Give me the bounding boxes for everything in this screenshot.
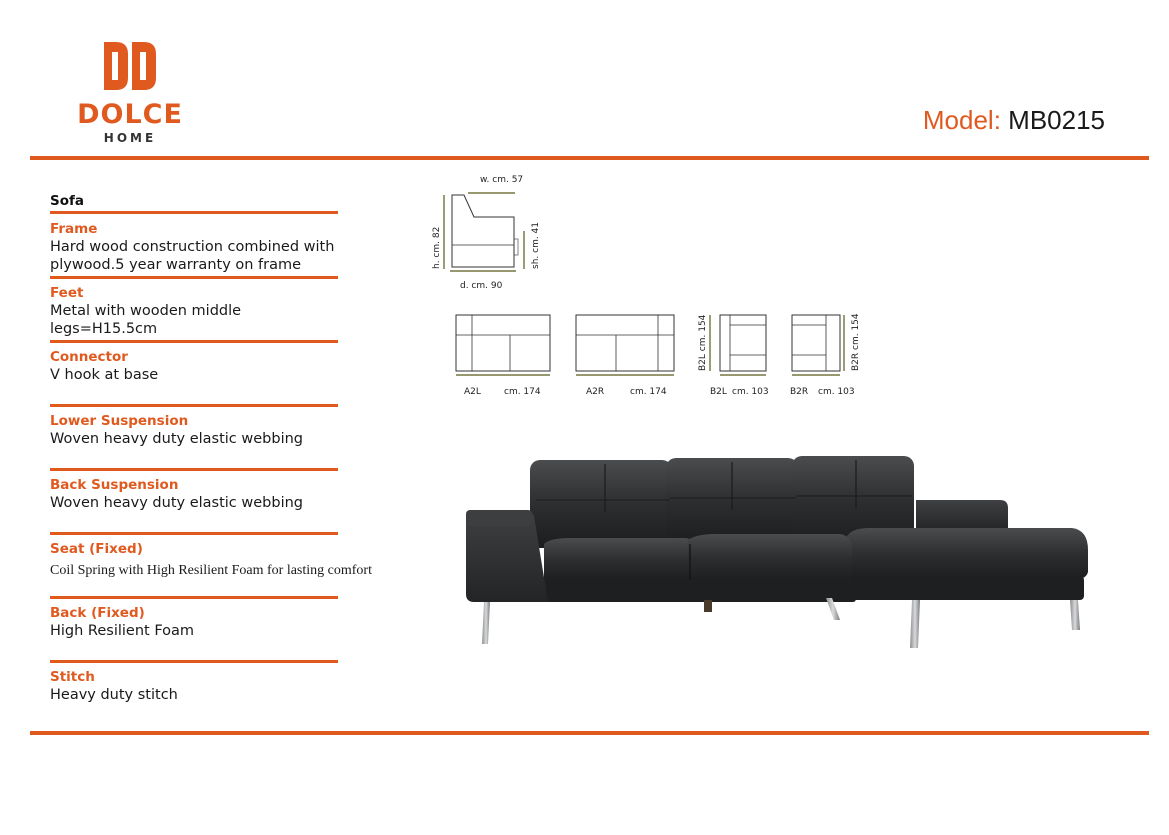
spec-title: Seat (Fixed) (50, 541, 143, 557)
spec-lower-suspension (50, 412, 410, 448)
brand-logo (68, 38, 198, 148)
spec-title: Feet (50, 285, 84, 301)
spec-divider (50, 211, 338, 214)
brand-subtitle: HOME (103, 131, 157, 145)
spec-text: Coil Spring with High Resilient Foam for lasting comfort (50, 563, 372, 578)
spec-divider (50, 468, 338, 471)
top-divider (30, 156, 1149, 160)
module-a2r (576, 315, 674, 397)
spec-text: V hook at base (50, 367, 159, 383)
dimension-seat-height: sh. cm. 41 (531, 221, 541, 269)
dimension-height: h. cm. 82 (432, 226, 442, 269)
side-profile-drawing (432, 175, 541, 291)
module-size: cm. 103 (732, 387, 769, 397)
spec-back-suspension (50, 476, 410, 512)
spec-divider (50, 660, 338, 663)
module-side-size: B2R cm. 154 (851, 313, 861, 371)
spec-divider (50, 404, 338, 407)
spec-divider (50, 340, 338, 343)
spec-title: Sofa (50, 193, 84, 209)
spec-title: Frame (50, 221, 98, 237)
module-side-size: B2L cm. 154 (698, 314, 708, 371)
sofa-photo (460, 452, 1090, 652)
model-label: Model: (922, 105, 1001, 135)
spec-stitch (50, 668, 410, 704)
spec-text: Woven heavy duty elastic webbing (50, 495, 303, 511)
module-size: cm. 103 (818, 387, 855, 397)
spec-title: Back Suspension (50, 477, 179, 493)
module-code: A2R (586, 387, 605, 397)
spec-title: Connector (50, 349, 128, 365)
spec-divider (50, 532, 338, 535)
module-code: A2L (464, 387, 481, 397)
spec-seat (50, 540, 410, 580)
spec-text: Hard wood construction combined with plywood.5 year warranty on frame (50, 239, 335, 273)
spec-divider (50, 276, 338, 279)
model-heading (923, 105, 1105, 136)
module-a2l (456, 315, 550, 397)
spec-title: Stitch (50, 669, 95, 685)
spec-text: Heavy duty stitch (50, 687, 178, 703)
spec-text: Metal with wooden middle legs=H15.5cm (50, 303, 242, 337)
module-code: B2R (790, 387, 809, 397)
module-b2l (698, 314, 769, 397)
spec-title: Back (Fixed) (50, 605, 145, 621)
technical-drawings (420, 165, 880, 405)
bottom-divider (30, 731, 1149, 735)
module-code: B2L (710, 387, 727, 397)
module-size: cm. 174 (504, 387, 541, 397)
spec-text: High Resilient Foam (50, 623, 195, 639)
spec-frame (50, 220, 410, 274)
module-b2r (790, 313, 861, 397)
dimension-width: w. cm. 57 (480, 175, 524, 185)
spec-text: Woven heavy duty elastic webbing (50, 431, 303, 447)
dimension-depth: d. cm. 90 (460, 281, 503, 291)
spec-feet (50, 284, 410, 338)
spec-connector (50, 348, 410, 384)
module-size: cm. 174 (630, 387, 667, 397)
brand-name: DOLCE (77, 99, 183, 130)
model-value: MB0215 (1008, 105, 1105, 135)
spec-title: Lower Suspension (50, 413, 189, 429)
spec-back (50, 604, 410, 640)
brand-logo-mark (68, 38, 192, 98)
spec-sofa (50, 192, 410, 210)
spec-divider (50, 596, 338, 599)
